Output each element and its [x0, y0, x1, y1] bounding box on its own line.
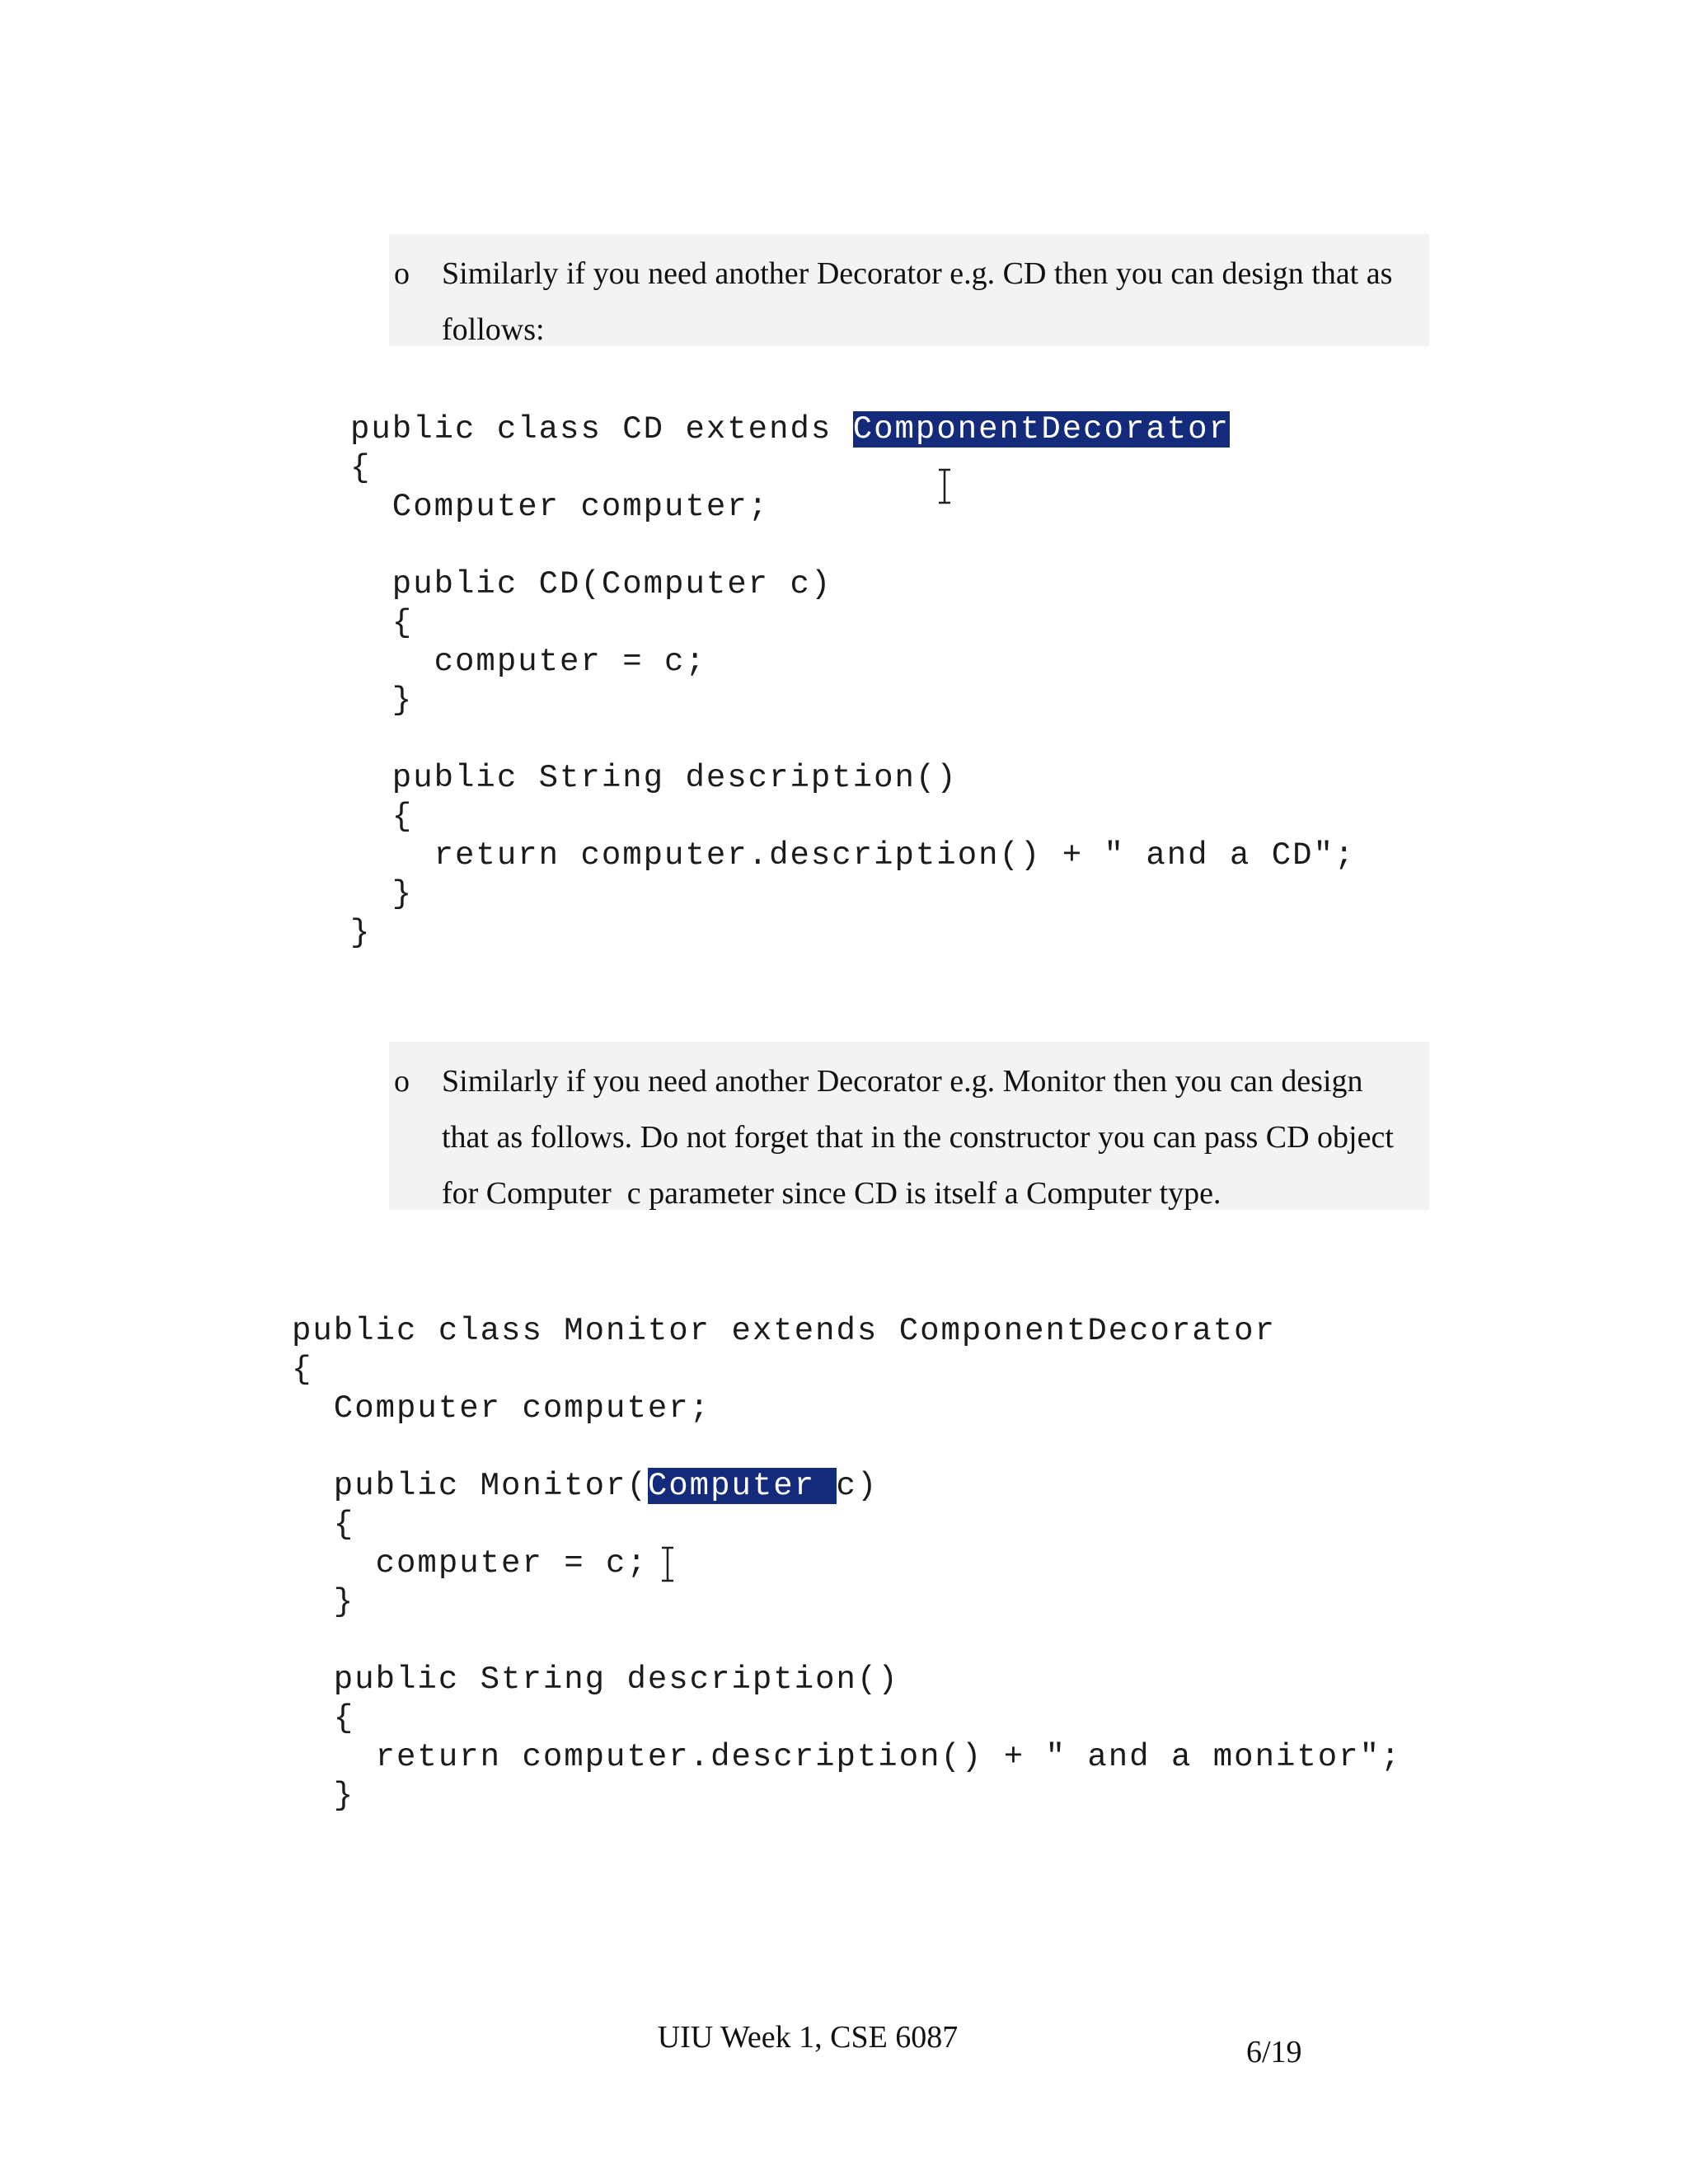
code-line: }	[350, 682, 414, 719]
code-line	[350, 527, 1355, 565]
code-line: return computer.description() + " and a CD";	[350, 837, 1356, 874]
code-line: {	[350, 799, 414, 835]
code-line: public CD(Computer c)	[350, 566, 832, 602]
code-text: public Monitor(	[292, 1468, 648, 1504]
page-number: 6/19	[1246, 2035, 1302, 2069]
code-line: Computer computer;	[350, 489, 770, 525]
selected-text[interactable]: Computer	[647, 1468, 837, 1504]
code-line: }	[350, 876, 414, 912]
code-line: {	[350, 450, 372, 486]
code-line: {	[292, 1507, 355, 1543]
code-line	[292, 1428, 1401, 1467]
bullet-marker: o	[394, 256, 410, 291]
code-line: {	[350, 605, 414, 641]
code-text: c)	[836, 1468, 879, 1504]
code-line	[292, 1467, 1401, 1506]
footer-title: UIU Week 1, CSE 6087	[657, 2020, 959, 2055]
bullet-paragraph-cd	[389, 234, 1429, 346]
code-line	[350, 410, 1355, 449]
text-cursor-icon	[659, 1546, 676, 1582]
code-text: public class CD extends	[350, 411, 853, 448]
text-cursor-icon	[936, 468, 953, 504]
selected-text[interactable]: ComponentDecorator	[852, 411, 1230, 448]
code-line: computer = c;	[350, 644, 706, 680]
code-line: public String description()	[350, 760, 958, 796]
bullet-text-monitor: Similarly if you need another Decorator e.g. Monitor then you can design that as follows. Do not forget that in the constructor you can pass CD object for Computer c parameter since CD is itself a Computer type.	[442, 1064, 1402, 1211]
code-line	[292, 1622, 1401, 1661]
code-block-monitor[interactable]	[292, 1312, 1401, 1816]
code-block-cd[interactable]	[350, 410, 1355, 953]
bullet-marker: o	[394, 1064, 410, 1099]
code-line: }	[292, 1584, 355, 1620]
code-line: {	[292, 1352, 313, 1388]
bullet-text-cd: Similarly if you need another Decorator e.g. CD then you can design that as follows:	[442, 256, 1400, 347]
code-line: public String description()	[292, 1661, 899, 1698]
code-line: Computer computer;	[292, 1390, 711, 1427]
code-line: }	[292, 1778, 355, 1814]
code-line: {	[292, 1700, 355, 1736]
code-line: return computer.description() + " and a monitor";	[292, 1739, 1402, 1775]
code-line: public class Monitor extends ComponentDecorator	[292, 1313, 1276, 1349]
bullet-paragraph-monitor	[389, 1042, 1429, 1210]
code-line	[350, 720, 1355, 759]
code-line: }	[350, 915, 372, 951]
code-line: computer = c;	[292, 1545, 648, 1582]
